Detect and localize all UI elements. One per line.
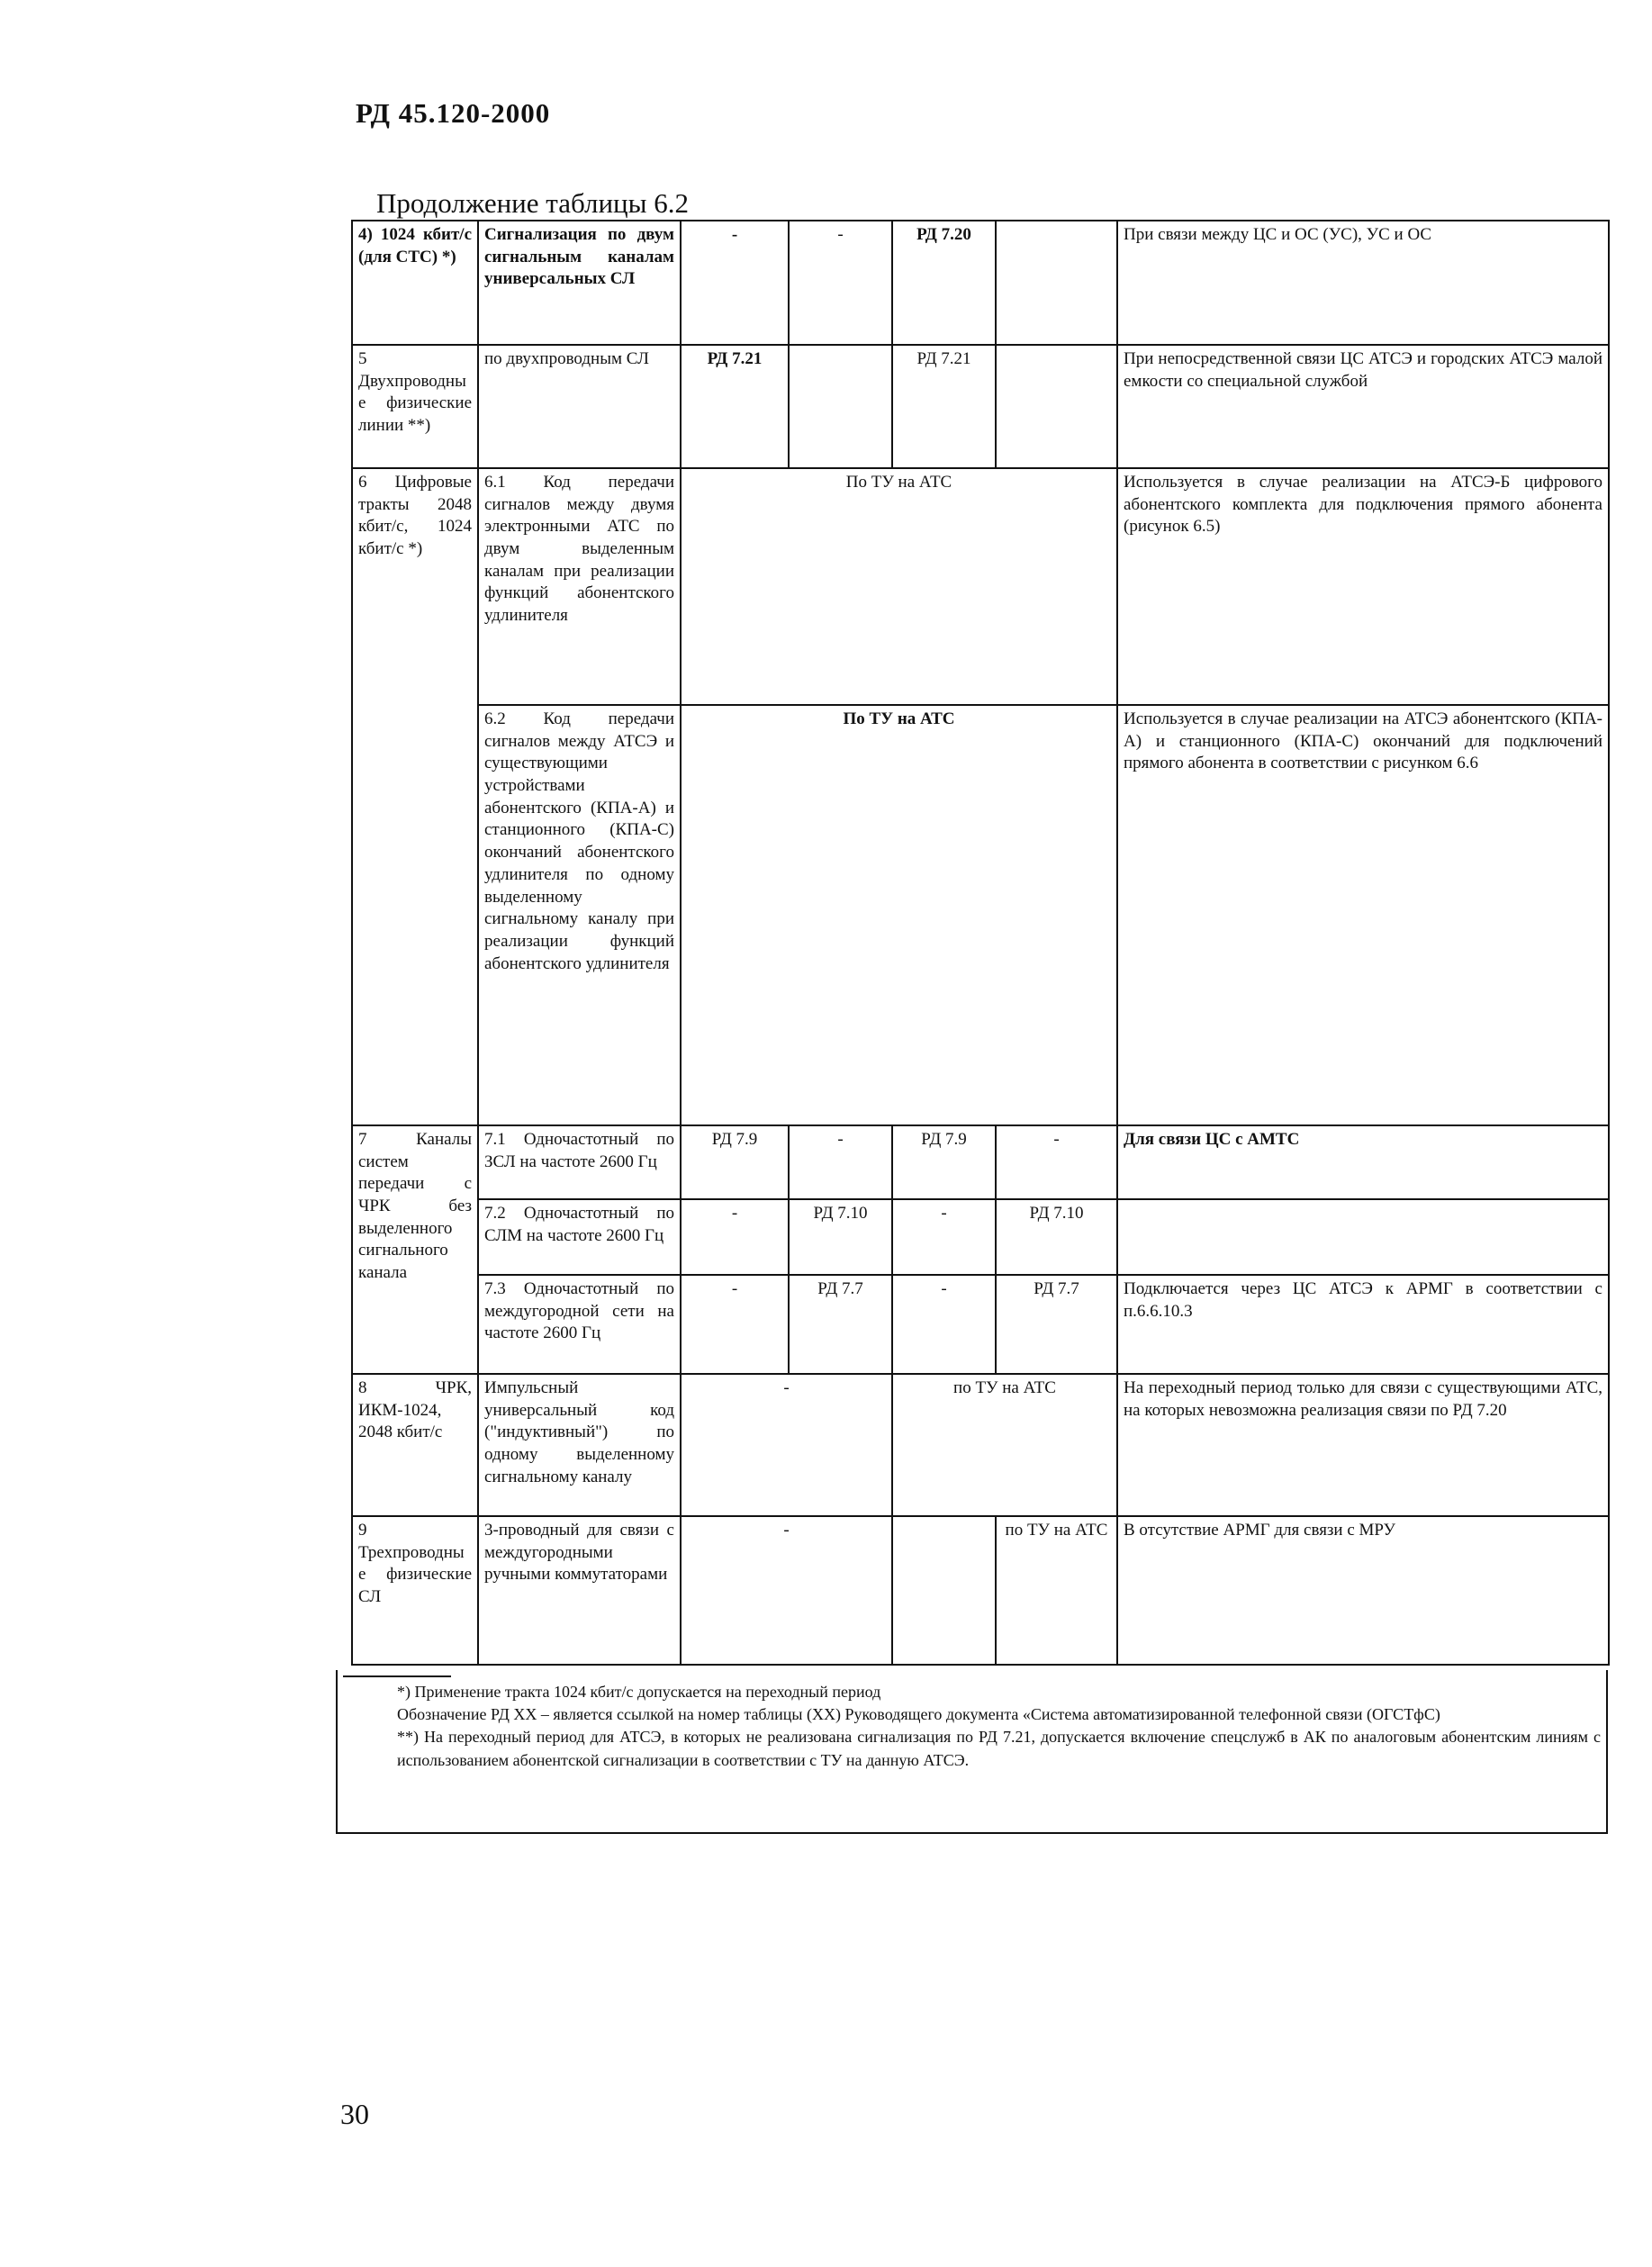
- cell-value: -: [681, 1275, 789, 1374]
- cell-spanned-value: По ТУ на АТС: [681, 705, 1117, 1125]
- cell-value: РД 7.21: [681, 345, 789, 468]
- document-code: РД 45.120-2000: [356, 97, 551, 129]
- cell-note: [1117, 1199, 1609, 1275]
- cell-value: РД 7.7: [996, 1275, 1117, 1374]
- cell-note: Используется в случае реализации на АТСЭ абонентского (КПА-А) и станционного (КПА-С) окончаний для подключений прямого абонента в соответствии с рисунком 6.6: [1117, 705, 1609, 1125]
- cell-code: 7.2 Одночастотный по СЛМ на частоте 2600 Гц: [478, 1199, 681, 1275]
- cell-type: 8 ЧРК, ИКМ-1024, 2048 кбит/с: [352, 1374, 478, 1516]
- cell-code: Сигнализация по двум сигнальным каналам универсальных СЛ: [478, 221, 681, 345]
- cell-type: 9 Трехпроводные физические СЛ: [352, 1516, 478, 1665]
- cell-value: -: [789, 221, 892, 345]
- cell-value: [789, 345, 892, 468]
- cell-value: -: [681, 221, 789, 345]
- cell-value: [996, 221, 1117, 345]
- table-row: [352, 345, 1609, 468]
- table-caption: Продолжение таблицы 6.2: [376, 187, 689, 219]
- cell-value: -: [789, 1125, 892, 1199]
- table-row: [352, 1516, 1609, 1665]
- cell-code: 3-проводный для связи с междугородными ручными коммутаторами: [478, 1516, 681, 1665]
- cell-code: 7.1 Одночастотный по ЗСЛ на частоте 2600 Гц: [478, 1125, 681, 1199]
- cell-note: На переходный период только для связи с существующими АТС, на которых невозможна реализация связи по РД 7.20: [1117, 1374, 1609, 1516]
- cell-note: При непосредственной связи ЦС АТСЭ и городских АТСЭ малой емкости со специальной службой: [1117, 345, 1609, 468]
- cell-value: РД 7.10: [789, 1199, 892, 1275]
- footnote-1: *) Применение тракта 1024 кбит/с допускается на переходный период: [397, 1683, 881, 1701]
- cell-spanned-value: -: [681, 1374, 892, 1516]
- cell-value: РД 7.20: [892, 221, 996, 345]
- cell-code: 7.3 Одночастотный по междугородной сети на частоте 2600 Гц: [478, 1275, 681, 1374]
- cell-spanned-value: по ТУ на АТС: [892, 1374, 1117, 1516]
- table-notes: [336, 1670, 1608, 1834]
- cell-value: -: [681, 1199, 789, 1275]
- cell-type: 6 Цифровые тракты 2048 кбит/с, 1024 кбит/с *): [352, 468, 478, 1125]
- cell-note: В отсутствие АРМГ для связи с МРУ: [1117, 1516, 1609, 1665]
- cell-value: РД 7.10: [996, 1199, 1117, 1275]
- table-row: [352, 221, 1609, 345]
- table-row: [352, 1199, 1609, 1275]
- footnote-2: **) На переходный период для АТСЭ, в которых не реализована сигнализация по РД 7.21, допускается включение спецслужб в АК по аналоговым абонентским линиям с использованием абонентской сигнализации в соответствии с ТУ на данную АТСЭ.: [397, 1728, 1601, 1769]
- page-number: 30: [340, 2098, 369, 2130]
- table-row: [352, 705, 1609, 1125]
- cell-code: 6.1 Код передачи сигналов между двумя электронными АТС по двум выделенным каналам при реализации функций абонентского удлинителя: [478, 468, 681, 705]
- footnote-reference: Обозначение РД XX – является ссылкой на номер таблицы (XX) Руководящего документа «Система автоматизированной телефонной связи (ОГСТфС): [397, 1705, 1440, 1724]
- cell-note: Подключается через ЦС АТСЭ к АРМГ в соответствии с п.6.6.10.3: [1117, 1275, 1609, 1374]
- cell-value: [996, 345, 1117, 468]
- footnote-divider: [343, 1675, 451, 1677]
- cell-value: по ТУ на АТС: [996, 1516, 1117, 1665]
- cell-spanned-value: По ТУ на АТС: [681, 468, 1117, 705]
- cell-code: 6.2 Код передачи сигналов между АТСЭ и существующими устройствами абонентского (КПА-А) и станционного (КПА-С) окончаний абонентского удлинителя по одному выделенному сигнальному каналу при реализации функций абонентского удлинителя: [478, 705, 681, 1125]
- cell-value: -: [892, 1199, 996, 1275]
- cell-note: Для связи ЦС с АМТС: [1117, 1125, 1609, 1199]
- table-row: [352, 1275, 1609, 1374]
- cell-type: 5 Двухпроводные физические линии **): [352, 345, 478, 468]
- table-row: [352, 1125, 1609, 1199]
- cell-code: Импульсный универсальный код ("индуктивный") по одному выделенному сигнальному каналу: [478, 1374, 681, 1516]
- signaling-table: [351, 220, 1610, 1666]
- cell-value: РД 7.9: [892, 1125, 996, 1199]
- cell-type: 7 Каналы систем передачи с ЧРК без выделенного сигнального канала: [352, 1125, 478, 1374]
- cell-value: -: [892, 1275, 996, 1374]
- cell-note: Используется в случае реализации на АТСЭ-Б цифрового абонентского комплекта для подключения прямого абонента (рисунок 6.5): [1117, 468, 1609, 705]
- cell-value: РД 7.9: [681, 1125, 789, 1199]
- cell-spanned-value: -: [681, 1516, 892, 1665]
- cell-code: по двухпроводным СЛ: [478, 345, 681, 468]
- cell-value: РД 7.21: [892, 345, 996, 468]
- table-row: [352, 468, 1609, 705]
- cell-note: При связи между ЦС и ОС (УС), УС и ОС: [1117, 221, 1609, 345]
- cell-value: -: [996, 1125, 1117, 1199]
- cell-value: [892, 1516, 996, 1665]
- table-row: [352, 1374, 1609, 1516]
- cell-value: РД 7.7: [789, 1275, 892, 1374]
- cell-type: 4) 1024 кбит/с (для СТС) *): [352, 221, 478, 345]
